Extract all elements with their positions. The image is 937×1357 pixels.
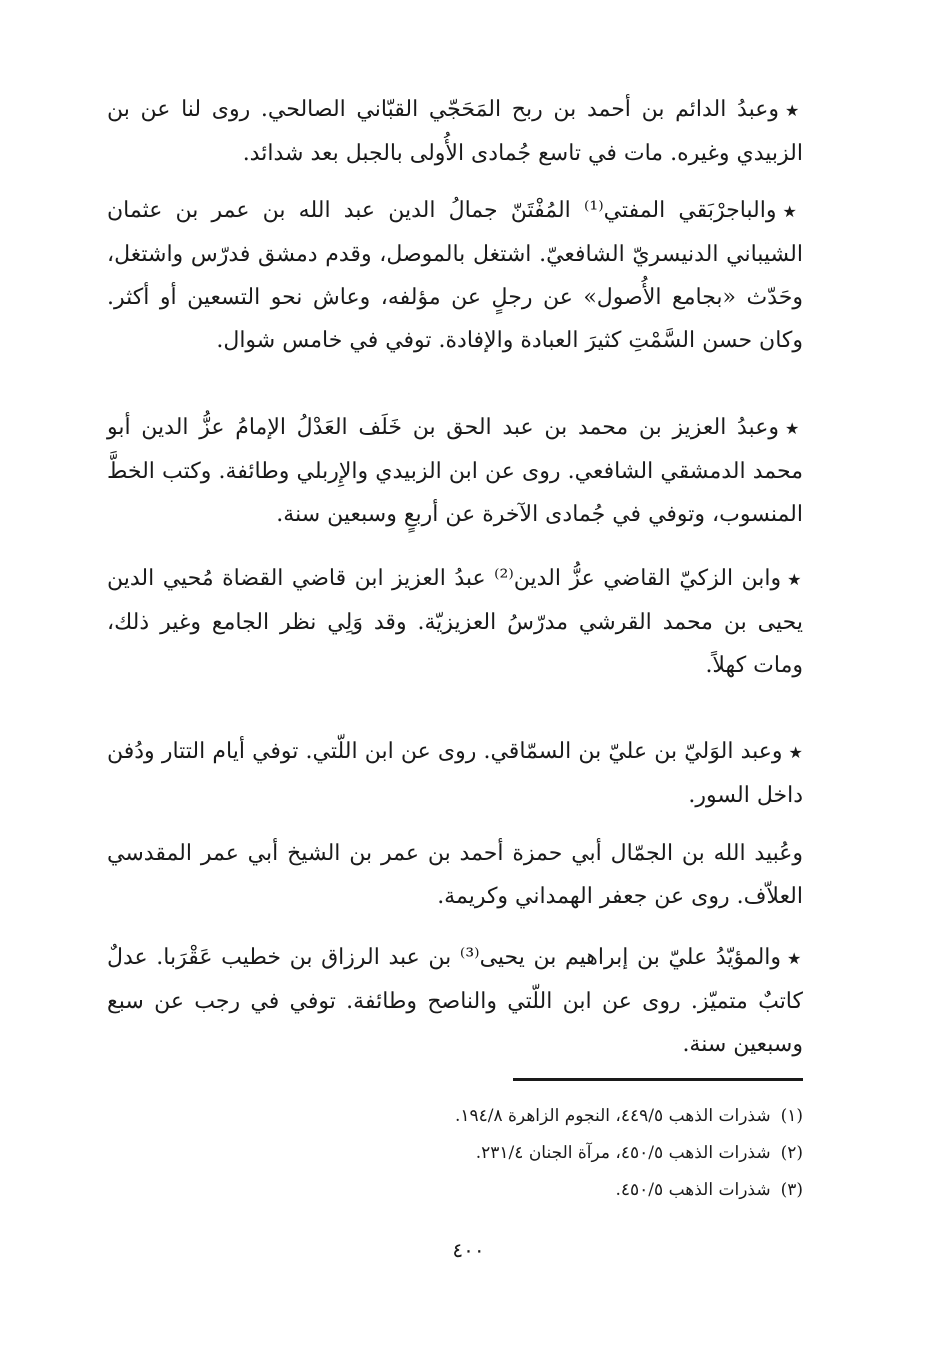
entry-text: وعبدُ العزيز بن محمد بن عبد الحق بن خَلَف العَدْلُ الإمامُ عزُّ الدين أبو محمد الدمشقي الشافعي. روى عن ابن الزبيدي والإِربلي وطائفة. وكتب الخطَّ المنسوب، وتوفي في جُمادى الآخرة عن أربعٍ وسبعين سنة. bbox=[107, 415, 803, 527]
footnote-3 bbox=[107, 1176, 803, 1204]
star-icon: ★ bbox=[782, 202, 804, 221]
footnote-text: شذرات الذهب ٤٥٠/٥، مرآة الجنان ٢٣١/٤. bbox=[475, 1143, 771, 1163]
entry-al-muayyad bbox=[107, 936, 803, 1066]
star-icon: ★ bbox=[787, 570, 803, 589]
footnote-number: (٢) bbox=[780, 1143, 803, 1163]
footnote-divider bbox=[513, 1078, 803, 1081]
entry-text: وعبد الوَليّ بن عليّ بن السمّاقي. روى عن ابن اللّتي. توفي أيام التتار ودُفن داخل السور. bbox=[107, 739, 803, 808]
entry-text: وعبدُ الدائم بن أحمد بن ربح المَحَجّي القبّاني الصالحي. روى لنا عن بن الزبيدي وغيره. مات في تاسع جُمادى الأُولى بالجبل بعد شدائد. bbox=[107, 97, 803, 166]
footnote-2 bbox=[107, 1139, 803, 1167]
footnote-number: (٣) bbox=[780, 1180, 803, 1200]
page-number: ٤٠٠ bbox=[452, 1238, 485, 1262]
footnote-1 bbox=[107, 1102, 803, 1130]
star-icon: ★ bbox=[784, 101, 804, 120]
entry-ibn-al-zaki bbox=[107, 557, 803, 687]
star-icon: ★ bbox=[784, 419, 804, 438]
star-icon: ★ bbox=[788, 743, 804, 762]
entry-abd-al-aziz-ibn-khalaf bbox=[107, 406, 803, 536]
entry-ubayd-allah bbox=[107, 832, 803, 918]
entry-text: وابن الزكيّ القاضي عزُّ الدين⁽²⁾ عبدُ العزيز ابن قاضي القضاة مُحيي الدين يحيى بن محمد القرشي مدرّسُ العزيزيّة. وقد وَلِي نظر الجامع وغير ذلك، ومات كهلاً. bbox=[107, 566, 803, 678]
star-icon: ★ bbox=[787, 949, 804, 968]
entry-al-bajarbaqi bbox=[107, 189, 803, 362]
footnote-text: شذرات الذهب ٤٤٩/٥، النجوم الزاهرة ١٩٤/٨. bbox=[454, 1106, 771, 1126]
entry-text: والمؤيّدُ عليّ بن إبراهيم بن يحيى⁽³⁾ بن عبد الرزاق بن خطيب عَقْرَبا. عدلٌ كاتبٌ متميّز. روى عن ابن اللّتي والناصح وطائفة. توفي في رجب عن سبع وسبعين سنة. bbox=[107, 945, 803, 1057]
entry-abd-al-wali bbox=[107, 730, 803, 817]
entry-text: والباجرْبَقي المفتي⁽¹⁾ المُفْتَنّ جمالُ الدين عبد الله بن عمر بن عثمان الشيباني الدنيسريّ الشافعيّ. اشتغل بالموصل، وقدم دمشق فدرّس واشتغل، وحَدّث «بجامع الأُصول» عن رجلٍ عن مؤلفه، وعاش نحو التسعين أو أكثر. وكان حسن السَّمْتِ كثيرَ العبادة والإفادة. توفي في خامس شوال. bbox=[107, 198, 803, 353]
footnote-text: شذرات الذهب ٤٥٠/٥. bbox=[615, 1180, 771, 1200]
entry-abd-al-daim bbox=[107, 88, 803, 175]
entry-text: وعُبيد الله بن الجمّال أبي حمزة أحمد بن عمر بن الشيخ أبي عمر المقدسي العلاّف. روى عن جعفر الهمداني وكريمة. bbox=[107, 841, 803, 909]
footnote-number: (١) bbox=[780, 1106, 803, 1126]
